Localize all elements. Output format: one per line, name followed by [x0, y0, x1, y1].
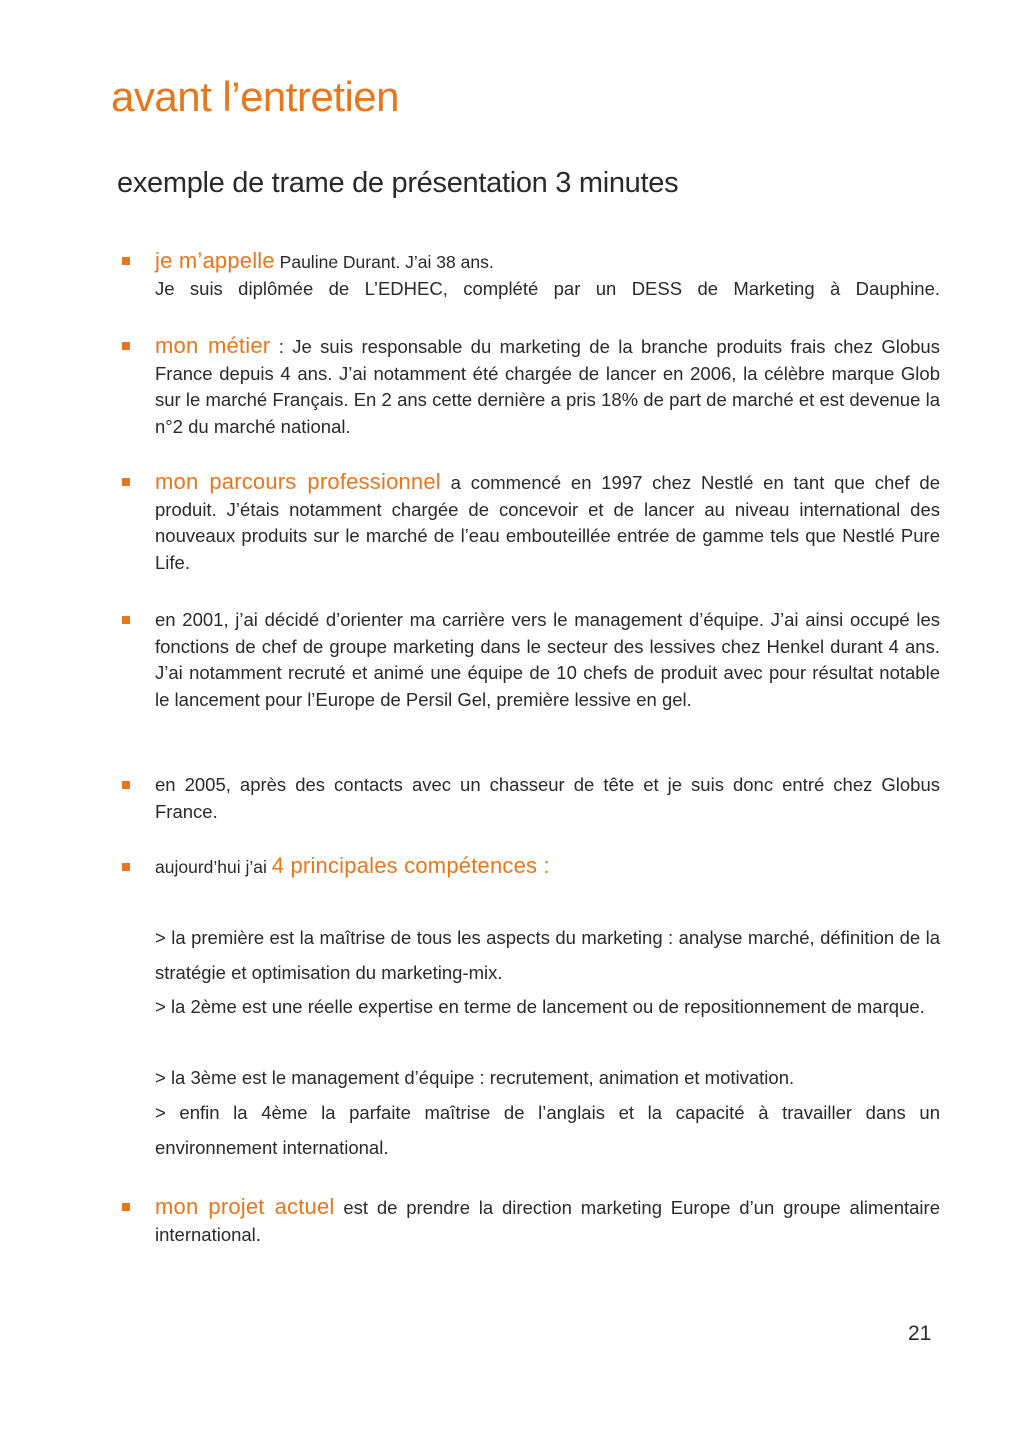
item-label: mon métier: [155, 333, 271, 358]
square-bullet-icon: [122, 616, 130, 624]
item-label: mon projet actuel: [155, 1194, 335, 1219]
item-text: Pauline Durant. J’ai 38 ans.: [274, 252, 494, 272]
square-bullet-icon: [122, 478, 130, 486]
item-label: je m’appelle: [155, 248, 275, 273]
list-item-2005: [118, 772, 940, 825]
item-text: a commencé en 1997 chez Nestlé en tant que chef de produit. J’étais notamment chargée de concevoir et de lancer au niveau international des nouveaux produits sur le marché de l’eau embouteillée entrée de gamme tels que Nestlé Pure Life.: [155, 472, 940, 573]
competence-item: > la 2ème est une réelle expertise en terme de lancement ou de repositionnement de marque.: [155, 996, 925, 1017]
list-item-parcours: [118, 469, 940, 576]
list-item-competences: [118, 853, 940, 881]
page-title: avant l’entretien: [111, 73, 400, 120]
list-item-projet: [118, 1194, 940, 1248]
square-bullet-icon: [122, 781, 130, 789]
square-bullet-icon: [122, 257, 130, 265]
item-label: 4 principales compétences :: [271, 853, 550, 878]
competence-item: > enfin la 4ème la parfaite maîtrise de l’anglais et la capacité à travailler dans un environnement international.: [155, 1102, 940, 1158]
item-text: : Je suis responsable du marketing de la branche produits frais chez Globus France depuis 4 ans. J’ai notamment été chargée de lancer en 2006, la célèbre marque Glob sur le marché Français. En 2 ans cette dernière a pris 18% de part de marché et est devenue la n°2 du marché national.: [155, 336, 940, 437]
square-bullet-icon: [122, 863, 130, 871]
square-bullet-icon: [122, 342, 130, 350]
list-item-metier: [118, 333, 940, 440]
square-bullet-icon: [122, 1203, 130, 1211]
competence-item: > la première est la maîtrise de tous les aspects du marketing : analyse marché, définition de la stratégie et optimisation du marketing-mix.: [155, 927, 940, 983]
item-text: en 2005, après des contacts avec un chasseur de tête et je suis donc entré chez Globus France.: [155, 774, 940, 822]
item-label: mon parcours professionnel: [155, 469, 441, 494]
item-text: est de prendre la direction marketing Europe d’un groupe alimentaire international.: [155, 1197, 940, 1245]
list-item-name: [118, 248, 940, 302]
list-item-2001: [118, 607, 940, 713]
item-text-line: Je suis diplômée de L’EDHEC, complété par un DESS de Marketing à Dauphine.: [155, 277, 940, 299]
item-text: en 2001, j’ai décidé d’orienter ma carrière vers le management d’équipe. J’ai ainsi occupé les fonctions de chef de groupe marketing dans le secteur des lessives chez Henkel durant 4 ans. J’ai notamment recruté et animé une équipe de 10 chefs de produit avec pour résultat notable le lancement pour l’Europe de Persil Gel, première lessive en gel.: [155, 609, 940, 710]
item-prefix: aujourd’hui j’ai: [155, 857, 272, 877]
page-subtitle: exemple de trame de présentation 3 minutes: [117, 167, 679, 199]
page-number: 21: [908, 1322, 932, 1345]
competence-item: > la 3ème est le management d’équipe : recrutement, animation et motivation.: [155, 1067, 795, 1088]
